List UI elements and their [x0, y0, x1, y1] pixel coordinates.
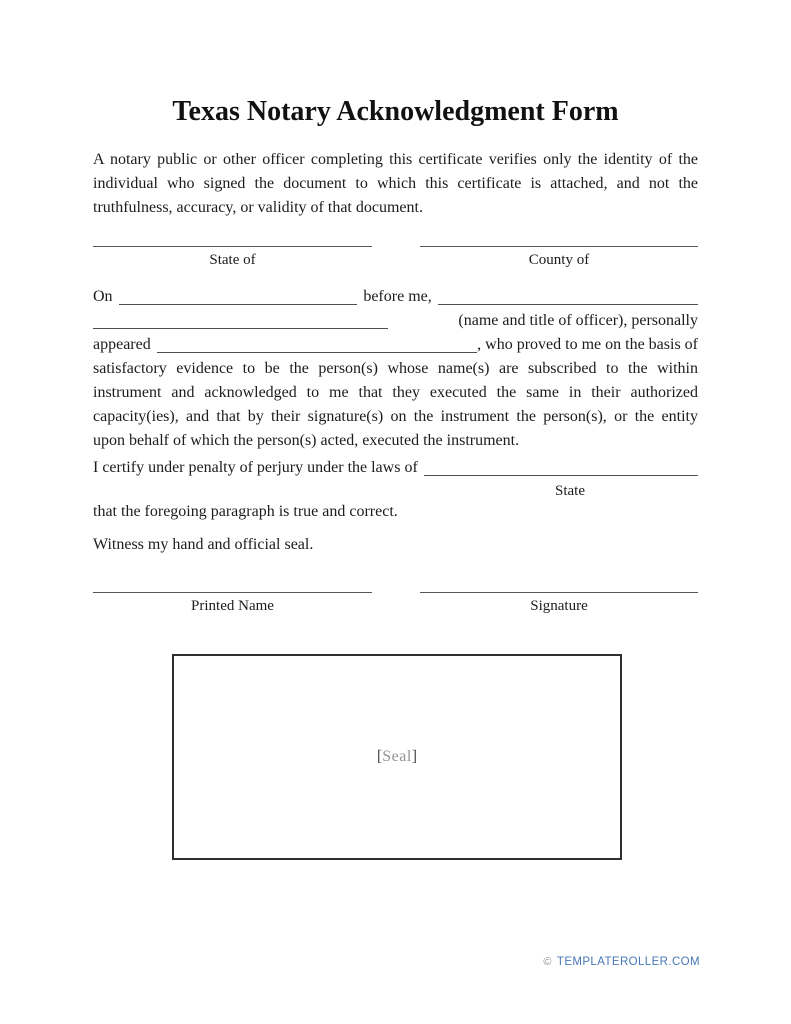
- footer: [543, 956, 700, 968]
- foregoing-line: that the foregoing paragraph is true and correct.: [93, 503, 398, 520]
- intro-line: individual who signed the document to which this certificate is attached, and not the: [93, 175, 698, 192]
- certify-section: [93, 456, 698, 480]
- intro-line: A notary public or other officer completing this certificate verifies only the identity of the: [93, 151, 698, 168]
- on-text: On: [93, 288, 113, 305]
- paragraph-line: [93, 285, 698, 309]
- acknowledgment-paragraph: [93, 285, 698, 453]
- certify-line: [93, 456, 698, 480]
- page-title: Texas Notary Acknowledgment Form: [172, 96, 619, 127]
- signer-name-blank: [157, 352, 477, 353]
- witness-line: Witness my hand and official seal.: [93, 536, 314, 553]
- paragraph-line: instrument and acknowledged to me that they executed the same in their authorized: [93, 384, 698, 401]
- paragraph-line: [93, 333, 698, 357]
- paragraph-line: capacity(ies), and that by their signature(s) on the instrument the person(s), or the entity: [93, 408, 698, 425]
- form-body: [93, 0, 698, 1024]
- officer-name-blank: [438, 304, 698, 305]
- officer-name-blank-continued: [93, 328, 388, 329]
- seal-open-bracket: [: [376, 748, 383, 765]
- county-of-label: County of: [528, 252, 590, 268]
- printed-name-label: Printed Name: [191, 598, 274, 614]
- date-blank: [119, 304, 358, 305]
- before-me-text: before me,: [363, 288, 432, 305]
- state-caption: State: [555, 483, 585, 499]
- who-proved-text: , who proved to me on the basis of: [477, 336, 698, 353]
- name-title-text: (name and title of officer), personally: [458, 312, 698, 329]
- seal-box: [172, 654, 622, 860]
- printed-name-column: [93, 592, 372, 615]
- templateroller-link[interactable]: TEMPLATEROLLER.COM: [556, 956, 700, 968]
- appeared-text: appeared: [93, 336, 151, 353]
- state-of-label: State of: [209, 252, 256, 268]
- state-of-column: [93, 246, 372, 269]
- intro-line: truthfulness, accuracy, or validity of that document.: [93, 199, 423, 216]
- paragraph-line: [93, 309, 698, 333]
- copyright-icon: ©: [543, 956, 552, 968]
- county-of-column: [420, 246, 698, 269]
- seal-placeholder: Seal: [382, 748, 412, 765]
- signature-label: Signature: [530, 598, 588, 614]
- signature-column: [420, 592, 698, 615]
- state-blank: [424, 475, 698, 476]
- certify-text: I certify under penalty of perjury under the laws of: [93, 459, 418, 476]
- signature-row: [93, 592, 698, 615]
- intro-paragraph: [93, 148, 698, 220]
- paragraph-line: upon behalf of which the person(s) acted, executed the instrument.: [93, 432, 520, 449]
- state-county-row: [93, 246, 698, 269]
- paragraph-line: satisfactory evidence to be the person(s) whose name(s) are subscribed to the within: [93, 360, 698, 377]
- seal-close-bracket: ]: [411, 748, 418, 765]
